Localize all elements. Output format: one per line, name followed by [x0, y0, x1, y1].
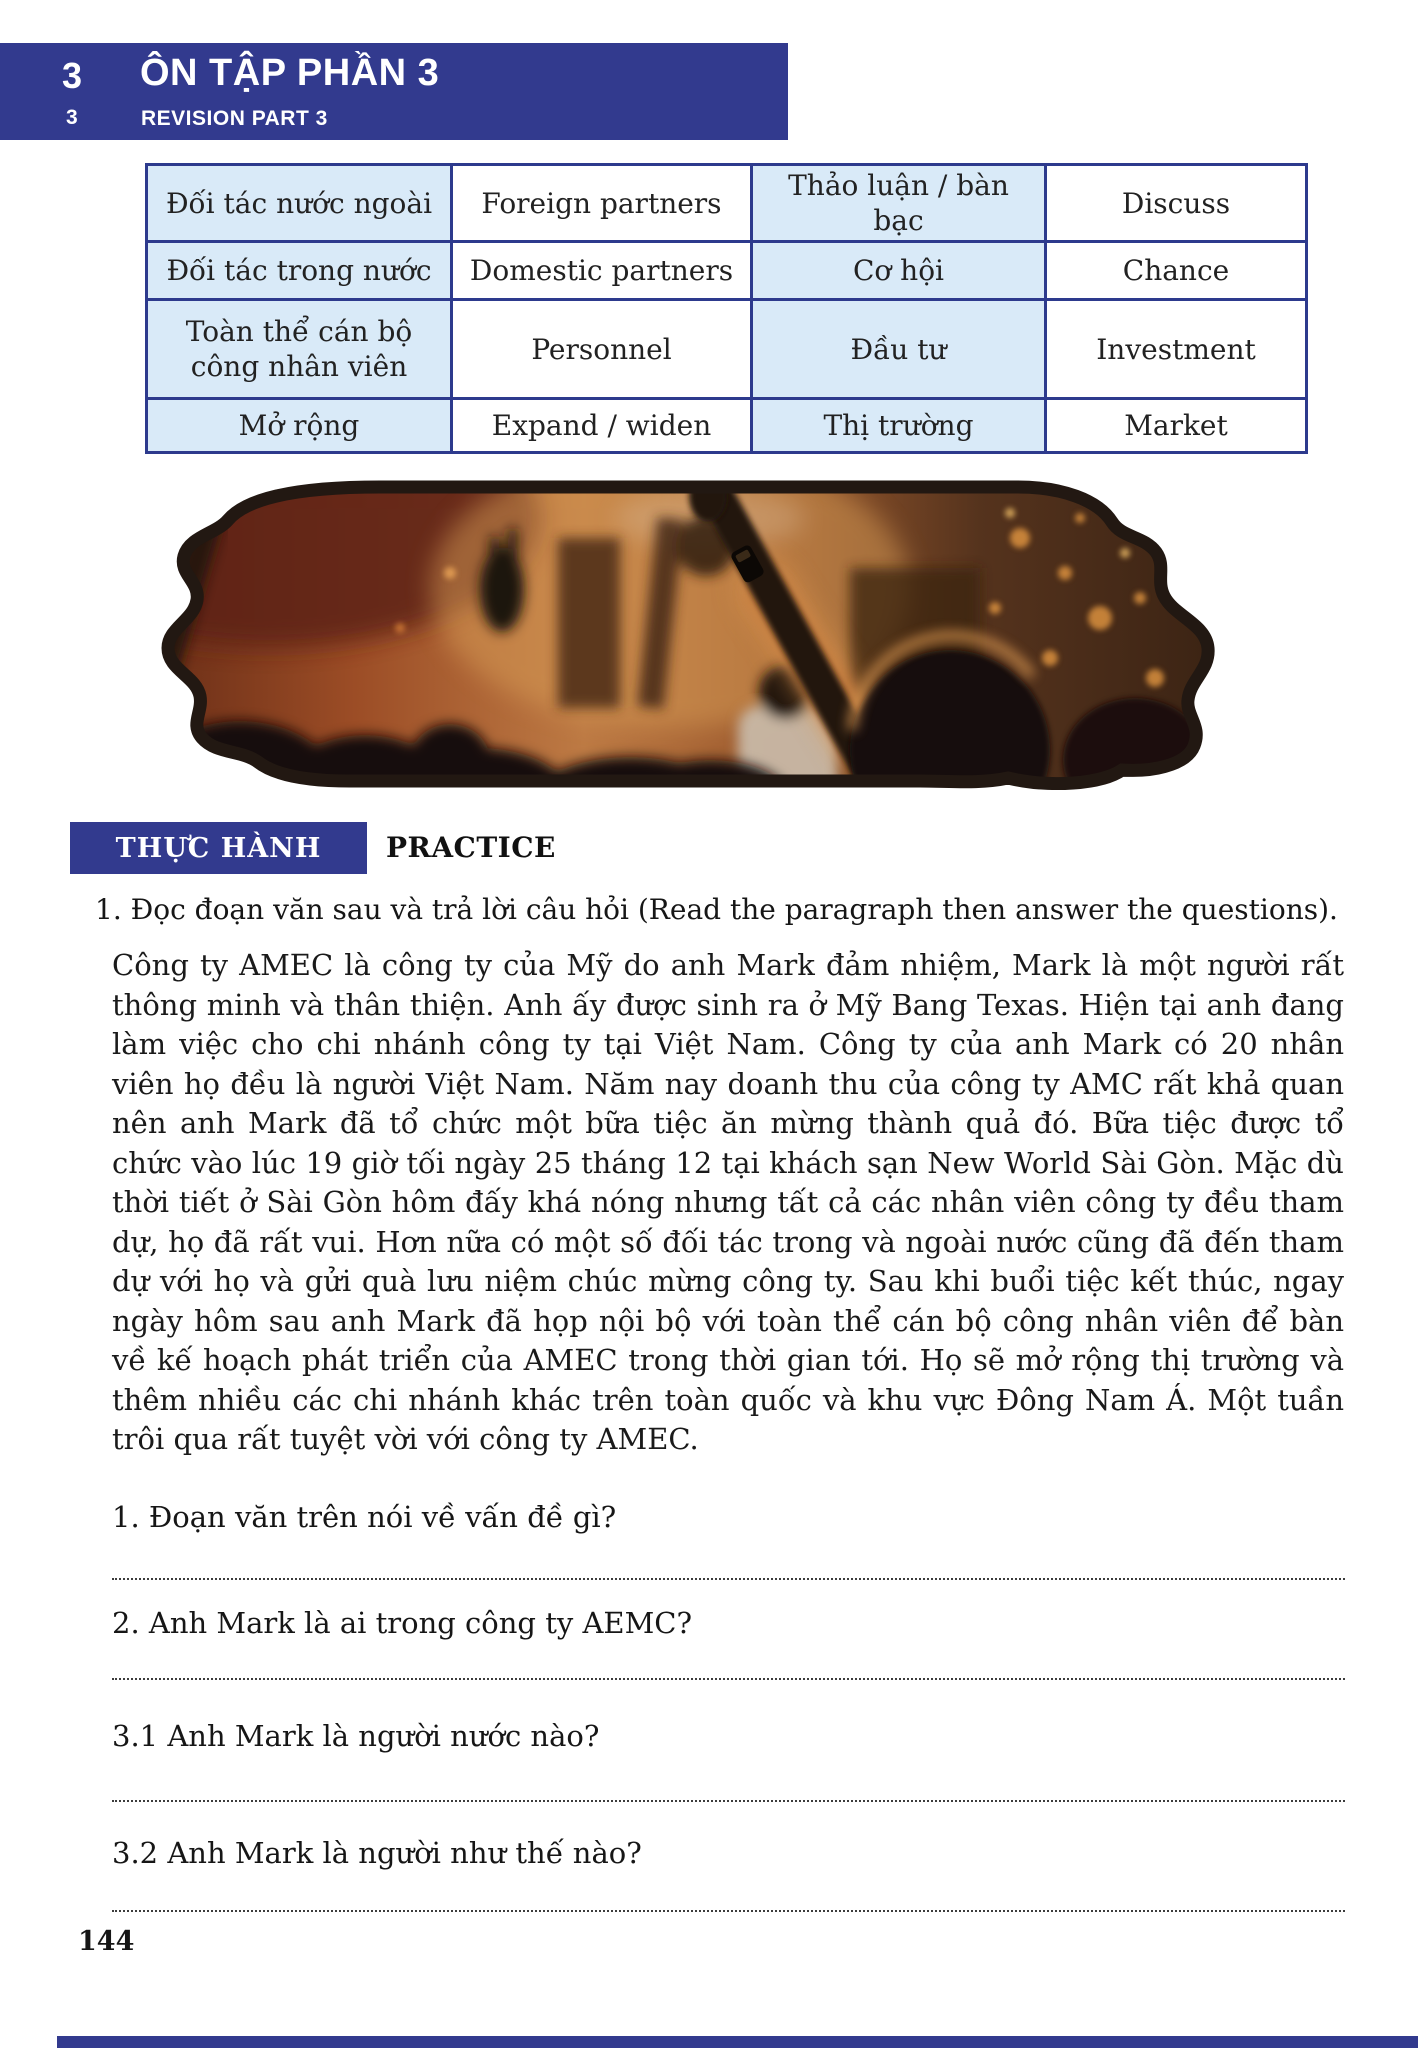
footer-rule	[57, 2036, 1418, 2048]
unit-title-english: REVISION PART 3	[141, 107, 328, 130]
vocab-cell-en: Market	[1046, 399, 1307, 453]
vocab-cell-vi: Thảo luận / bàn bạc	[752, 165, 1046, 242]
vocab-cell-vi: Thị trường	[752, 399, 1046, 453]
vocab-cell-en: Expand / widen	[452, 399, 752, 453]
vocab-cell-vi: Đối tác nước ngoài	[147, 165, 452, 242]
vocab-cell-en: Investment	[1046, 300, 1307, 399]
unit-number-small: 3	[66, 106, 78, 129]
vocab-cell-vi: Toàn thể cán bộ công nhân viên	[147, 300, 452, 399]
table-row	[147, 399, 1307, 453]
vocab-cell-en: Foreign partners	[452, 165, 752, 242]
concert-photo	[150, 478, 1225, 790]
practice-heading-box	[70, 822, 367, 874]
vocab-cell-en: Chance	[1046, 242, 1307, 300]
question-2: 2. Anh Mark là ai trong công ty AEMC?	[112, 1606, 692, 1640]
table-row	[147, 300, 1307, 399]
practice-label-english: PRACTICE	[386, 831, 556, 864]
unit-title-vietnamese: ÔN TẬP PHẦN 3	[140, 52, 440, 94]
practice-label-vietnamese: THỰC HÀNH	[115, 832, 322, 864]
question-3-2: 3.2 Anh Mark là người như thế nào?	[112, 1836, 642, 1870]
reading-paragraph: Công ty AMEC là công ty của Mỹ do anh Mark đảm nhiệm, Mark là một người rất thông minh và thân thiện. Anh ấy được sinh ra ở Mỹ Bang Texas. Hiện tại anh đang làm việc cho chi nhánh công ty tại Việt Nam. Công ty của anh Mark có 20 nhân viên họ đều là người Việt Nam. Năm nay doanh thu của công ty AMC rất khả quan nên anh Mark đã tổ chức một bữa tiệc ăn mừng thành quả đó. Bữa tiệc được tổ chức vào lúc 19 giờ tối ngày 25 tháng 12 tại khách sạn New World Sài Gòn. Mặc dù thời tiết ở Sài Gòn hôm đấy khá nóng nhưng tất cả các nhân viên công ty đều tham dự, họ đã rất vui. Hơn nữa có một số đối tác trong và ngoài nước cũng đã đến tham dự với họ và gửi quà lưu niệm chúc mừng công ty. Sau khi buổi tiệc kết thúc, ngay ngày hôm sau anh Mark đã họp nội bộ với toàn thể cán bộ công nhân viên để bàn về kế hoạch phát triển của AMEC trong thời gian tới. Họ sẽ mở rộng thị trường và thêm nhiều các chi nhánh khác trên toàn quốc và khu vực Đông Nam Á. Một tuần trôi qua rất tuyệt vời với công ty AMEC.	[112, 948, 1344, 1456]
page-number: 144	[78, 1926, 135, 1957]
vocab-cell-vi: Cơ hội	[752, 242, 1046, 300]
answer-line	[112, 1800, 1345, 1802]
vocab-cell-vi: Đầu tư	[752, 300, 1046, 399]
unit-number: 3	[62, 55, 83, 96]
question-3-1: 3.1 Anh Mark là người nước nào?	[112, 1719, 600, 1753]
vocab-cell-en: Domestic partners	[452, 242, 752, 300]
question-1: 1. Đoạn văn trên nói về vấn đề gì?	[112, 1500, 617, 1534]
exercise-instruction: 1. Đọc đoạn văn sau và trả lời câu hỏi (Read the paragraph then answer the questions).	[95, 893, 1338, 926]
unit-header-band	[0, 43, 788, 140]
answer-line	[112, 1910, 1345, 1912]
vocab-cell-en: Discuss	[1046, 165, 1307, 242]
vocabulary-table	[145, 163, 1308, 454]
answer-line	[112, 1578, 1345, 1580]
concert-photo-illustration	[150, 478, 1225, 790]
vocab-cell-vi: Mở rộng	[147, 399, 452, 453]
vocab-cell-vi: Đối tác trong nước	[147, 242, 452, 300]
answer-line	[112, 1678, 1345, 1680]
table-row	[147, 165, 1307, 242]
table-row	[147, 242, 1307, 300]
vocab-cell-en: Personnel	[452, 300, 752, 399]
